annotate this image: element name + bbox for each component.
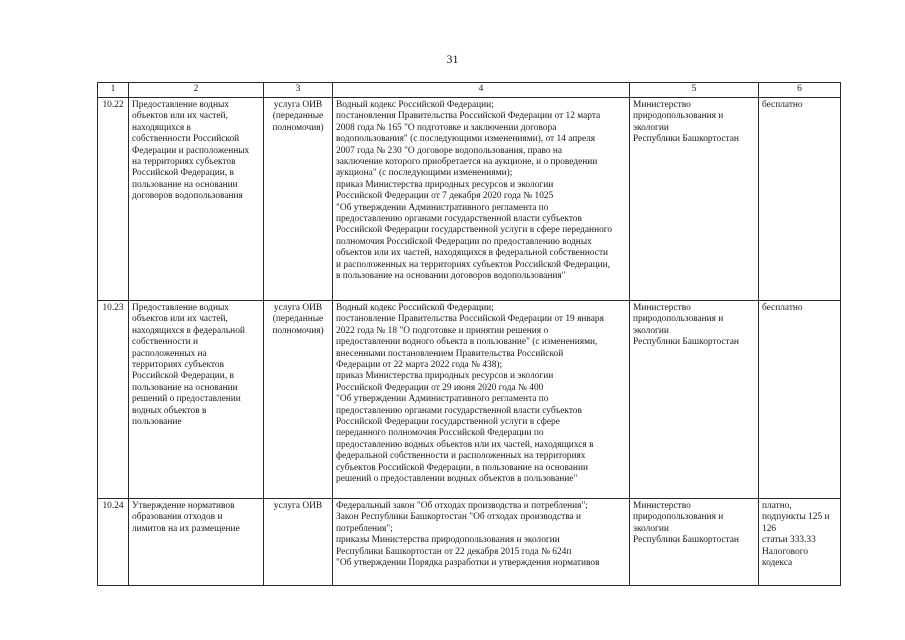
legal-basis-line: Закон Республики Башкортостан "Об отходах производства и [336, 512, 582, 523]
service-name-line: Предоставление водных [132, 303, 229, 313]
legal-basis-line: решений о предоставлении водных объектов в пользование" [336, 474, 578, 485]
fee-line: 126 [762, 523, 777, 534]
legal-basis-line: Российской Федерации государственной услуги в сфере [336, 417, 560, 428]
fee-line: бесплатно [762, 303, 803, 313]
service-name-line: расположенных на [132, 348, 207, 359]
fee-line: статьи 333.33 [762, 535, 816, 546]
legal-basis-line: "Об утверждении Порядка разработки и утверждения нормативов [336, 558, 600, 569]
legal-basis-line: объектов или их частей, находящихся в федеральной собственности [336, 248, 609, 259]
legal-basis-line: приказ Министерства природных ресурсов и экологии [336, 179, 554, 190]
column-header-4: 4 [333, 83, 630, 98]
column-header-2: 2 [129, 83, 264, 98]
legal-basis-line: федеральной собственности и расположенных на территориях [336, 451, 586, 462]
table-header-row [98, 83, 841, 98]
service-name-line: решений о предоставлении [132, 394, 241, 405]
legal-basis-line: заключение которого приобретается на аукционе, и о проведении [336, 157, 598, 168]
legal-basis-line: Водный кодекс Российской Федерации; [336, 303, 494, 313]
service-name-line: образования отходов и [132, 512, 223, 523]
agency-line: экологии [633, 325, 669, 336]
legal-basis-line: водопользования" (с последующими изменениями), от 14 апреля [336, 134, 596, 145]
service-type-line: услуга ОИВ [273, 303, 323, 313]
legal-basis-line: Федерации от 22 марта 2022 года № 438); [336, 360, 503, 371]
service-type-cell [264, 301, 333, 499]
service-type-line: услуга ОИВ [273, 100, 323, 110]
service-type-line: (переданные [272, 314, 324, 325]
legal-basis-line: приказ Министерства природных ресурсов и экологии [336, 371, 554, 382]
legal-basis-line: Российской Федерации государственной услуги в сфере переданного [336, 225, 613, 236]
legal-basis-line: полномочия Российской Федерации по предоставлению водных [336, 236, 592, 247]
legal-basis-line: Российской Федерации от 7 декабря 2020 года № 1025 [336, 191, 554, 202]
fee-line: подпункты 125 и [762, 512, 830, 523]
legal-basis-line: приказы Министерства природопользования и экологии [336, 535, 560, 546]
legal-basis-line: предоставлению органами государственной власти субъектов [336, 214, 582, 225]
fee-cell [759, 499, 841, 586]
legal-basis-line: внесенными постановлением Правительства Российской [336, 348, 564, 359]
service-name-cell [129, 301, 264, 499]
legal-basis-line: предоставлению водных объектов или их частей, находящихся в [336, 439, 594, 450]
service-name-line: договоров водопользования [132, 191, 243, 202]
legal-basis-line: "Об утверждении Административного регламента по [336, 394, 549, 405]
agency-cell [630, 301, 759, 499]
legal-basis-line: потребления"; [336, 523, 393, 534]
service-name-cell [129, 98, 264, 301]
legal-basis-line: 2008 года № 165 "О подготовке и заключении договора [336, 122, 557, 133]
agency-cell [630, 98, 759, 301]
services-table [97, 82, 841, 586]
service-type-cell [264, 499, 333, 586]
fee-line: бесплатно [762, 100, 803, 110]
legal-basis-line: постановление Правительства Российской Федерации от 19 января [336, 314, 604, 325]
service-number-cell: 10.22 [98, 98, 129, 301]
service-name-line: на территориях субъектов [132, 157, 236, 168]
legal-basis-cell [333, 98, 630, 301]
agency-line: Республики Башкортостан [633, 337, 739, 348]
service-name-line: собственности и [132, 337, 199, 348]
service-name-line: Российской Федерации, в [132, 168, 234, 179]
legal-basis-cell [333, 301, 630, 499]
legal-basis-line: переданного полномочия Российской Федерации по [336, 428, 544, 439]
agency-line: природопользования и [633, 314, 724, 325]
service-name-line: территориях субъектов [132, 360, 225, 371]
agency-line: экологии [633, 523, 669, 534]
service-type-line: услуга ОИВ [273, 501, 323, 511]
legal-basis-line: 2022 года № 18 "О подготовке и принятии решения о [336, 325, 549, 336]
legal-basis-line: в пользование на основании договоров водопользования" [336, 271, 566, 282]
service-number-cell: 10.24 [98, 499, 129, 586]
service-name-line: собственности Российской [132, 134, 240, 145]
service-name-line: Федерации и расположенных [132, 145, 250, 156]
table-row [98, 301, 841, 499]
service-type-line: полномочия) [272, 122, 324, 133]
service-name-line: пользование на основании [132, 179, 238, 190]
service-name-line: Утверждение нормативов [132, 501, 235, 511]
legal-basis-line: Республики Башкортостан от 22 декабря 2015 года № 624п [336, 546, 572, 557]
agency-line: Республики Башкортостан [633, 134, 739, 145]
legal-basis-line: субъектов Российской Федерации, в пользование на основании [336, 462, 588, 473]
service-name-line: объектов или их частей, [132, 314, 228, 325]
service-name-line: пользование на основании [132, 382, 238, 393]
fee-line: Налогового [762, 546, 809, 557]
service-type-line: полномочия) [272, 325, 324, 336]
service-name-line: Предоставление водных [132, 100, 229, 110]
legal-basis-line: Водный кодекс Российской Федерации; [336, 100, 494, 110]
service-name-line: находящихся в [132, 122, 191, 133]
legal-basis-line: и расположенных на территориях субъектов Российской Федерации, [336, 259, 611, 270]
service-name-line: находящихся в федеральной [132, 325, 245, 336]
agency-line: природопользования и [633, 512, 724, 523]
legal-basis-line: предоставлении водного объекта в пользование" (с изменениями, [336, 337, 598, 348]
legal-basis-cell [333, 499, 630, 586]
table-row [98, 98, 841, 301]
legal-basis-line: аукциона" (с последующими изменениями); [336, 168, 513, 179]
column-header-5: 5 [630, 83, 759, 98]
agency-line: Республики Башкортостан [633, 535, 739, 546]
service-name-line: пользование [132, 417, 182, 428]
agency-line: природопользования и [633, 111, 724, 122]
agency-line: Министерство [633, 100, 691, 110]
fee-line: платно, [762, 501, 792, 511]
service-number-cell: 10.23 [98, 301, 129, 499]
service-type-line: (переданные [272, 111, 324, 122]
fee-line: кодекса [762, 558, 793, 569]
legal-basis-line: "Об утверждении Административного регламента по [336, 202, 549, 213]
column-header-3: 3 [264, 83, 333, 98]
column-header-1: 1 [98, 83, 129, 98]
legal-basis-line: 2007 года № 230 "О договоре водопользования, право на [336, 145, 563, 156]
table-row [98, 499, 841, 586]
legal-basis-line: Федеральный закон "Об отходах производства и потребления"; [336, 501, 588, 511]
fee-cell [759, 301, 841, 499]
fee-cell [759, 98, 841, 301]
agency-line: Министерство [633, 303, 691, 313]
agency-line: Министерство [633, 501, 691, 511]
legal-basis-line: Российской Федерации от 29 июня 2020 года № 400 [336, 382, 544, 393]
service-name-line: объектов или их частей, [132, 111, 228, 122]
service-type-cell [264, 98, 333, 301]
service-name-line: Российской Федерации, в [132, 371, 234, 382]
agency-cell [630, 499, 759, 586]
service-name-line: лимитов на их размещение [132, 523, 240, 534]
service-name-cell [129, 499, 264, 586]
page-number: 31 [446, 52, 459, 66]
legal-basis-line: предоставлению органами государственной власти субъектов [336, 405, 582, 416]
legal-basis-line: постановления Правительства Российской Федерации от 12 марта [336, 111, 601, 122]
service-name-line: водных объектов в [132, 405, 207, 416]
agency-line: экологии [633, 122, 669, 133]
column-header-6: 6 [759, 83, 841, 98]
